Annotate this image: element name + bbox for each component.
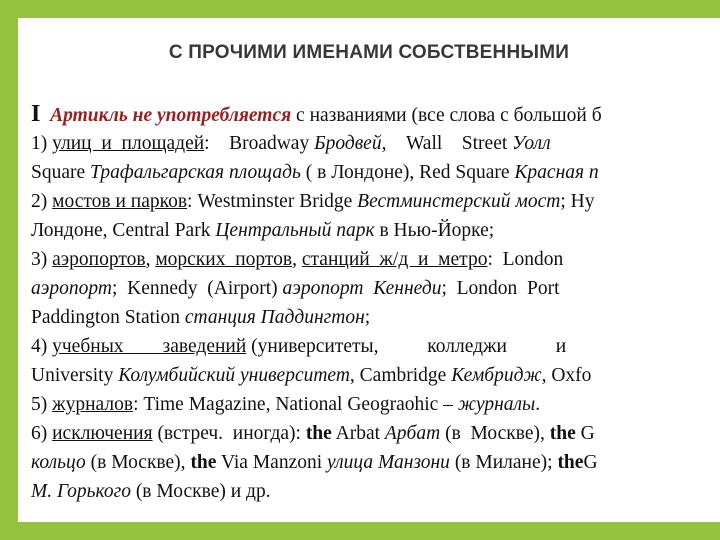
text-segment: ; Kennedy (Airport) [111, 278, 283, 299]
text-segment: University [31, 365, 119, 386]
text-line [31, 274, 720, 303]
text-segment: 2) [31, 191, 53, 212]
text-segment: , [145, 249, 156, 270]
text-segment: I [31, 101, 41, 127]
text-segment: : Time Magazine, National Geograohic – [133, 394, 458, 415]
text-segment: (университеты, колледжи и [246, 336, 567, 357]
text-segment: Красная п [514, 162, 599, 183]
text-line [31, 158, 720, 187]
text-segment: журналов [52, 394, 134, 415]
text-segment: , [292, 249, 302, 270]
text-segment: в Нью-Йорке; [374, 220, 495, 241]
text-segment: Square [31, 162, 91, 183]
slide-body [31, 100, 720, 506]
text-segment: G [583, 452, 598, 473]
text-line [31, 100, 720, 129]
text-line [31, 216, 720, 245]
text-segment: Arbat [331, 423, 385, 444]
text-line [31, 303, 720, 332]
text-segment: учебных заведений [52, 336, 247, 357]
text-segment: Paddington Station [31, 307, 185, 328]
text-segment: . [535, 394, 541, 415]
text-segment: улица Манзони [327, 452, 450, 473]
text-segment: , Oxfo [541, 365, 592, 386]
text-segment: Лондоне, Central Park [31, 220, 216, 241]
text-segment [40, 105, 50, 126]
text-line [31, 332, 720, 361]
text-segment: Кембридж [451, 365, 542, 386]
text-segment: ; [364, 307, 371, 328]
text-segment: Колумбийский университет [118, 365, 350, 386]
text-segment: (встреч. иногда): [152, 423, 306, 444]
text-segment: : Broadway [204, 133, 315, 154]
text-line [31, 129, 720, 158]
text-segment: мостов и парков [52, 191, 188, 212]
slide-title: С ПРОЧИМИ ИМЕНАМИ СОБСТВЕННЫМИ [168, 42, 570, 63]
text-segment: 5) [31, 394, 53, 415]
text-segment: the [549, 423, 576, 444]
text-segment: (в Москве), [85, 452, 191, 473]
text-segment: морских портов [155, 249, 293, 270]
text-segment: Трафальгарская площадь [90, 162, 301, 183]
text-segment: the [305, 423, 332, 444]
text-segment: (в Москве) и др. [130, 481, 271, 502]
text-line [31, 390, 720, 419]
text-segment: Артикль не употребляется [50, 105, 292, 126]
slide [18, 18, 720, 522]
text-segment: , Wall Street [381, 133, 513, 154]
text-segment: 4) [31, 336, 53, 357]
text-segment: журналы [457, 394, 536, 415]
text-segment: (в Милане); [449, 452, 558, 473]
text-segment: Центральный парк [215, 220, 375, 241]
text-segment: аэропорт Кеннеди [282, 278, 442, 299]
text-segment: Вестминстерский мост [357, 191, 561, 212]
text-segment: Via Manzoni [216, 452, 328, 473]
text-segment: 6) [31, 423, 53, 444]
text-segment: 1) [31, 133, 53, 154]
text-line [31, 448, 720, 477]
text-line [31, 477, 720, 506]
text-segment: 3) [31, 249, 53, 270]
text-segment: станция Паддингтон [184, 307, 365, 328]
text-segment: ; Hy [560, 191, 595, 212]
text-line [31, 419, 720, 448]
text-segment: : Westminster Bridge [187, 191, 358, 212]
text-segment: Уолл [512, 133, 551, 154]
text-segment: the [190, 452, 217, 473]
text-segment: ( в Лондоне), Red Square [300, 162, 515, 183]
text-segment: , Cambridge [349, 365, 452, 386]
text-segment: Арбат [384, 423, 441, 444]
text-segment: аэропорт [31, 278, 112, 299]
text-segment: ; London Port [441, 278, 560, 299]
text-line [31, 187, 720, 216]
text-segment: М. Горького [31, 481, 131, 502]
text-line [31, 361, 720, 390]
text-segment: (в Москве), [440, 423, 550, 444]
text-line [31, 245, 720, 274]
text-segment: G [575, 423, 595, 444]
text-segment: исключения [52, 423, 153, 444]
text-segment: улиц и площадей [52, 133, 205, 154]
text-segment: the [557, 452, 584, 473]
text-segment: станций ж/д и метро [301, 249, 488, 270]
text-segment: Бродвей [314, 133, 382, 154]
text-segment: кольцо [31, 452, 86, 473]
text-segment: с названиями (все слова с большой б [291, 105, 602, 126]
text-segment: : London [487, 249, 564, 270]
text-segment: аэропортов [52, 249, 146, 270]
